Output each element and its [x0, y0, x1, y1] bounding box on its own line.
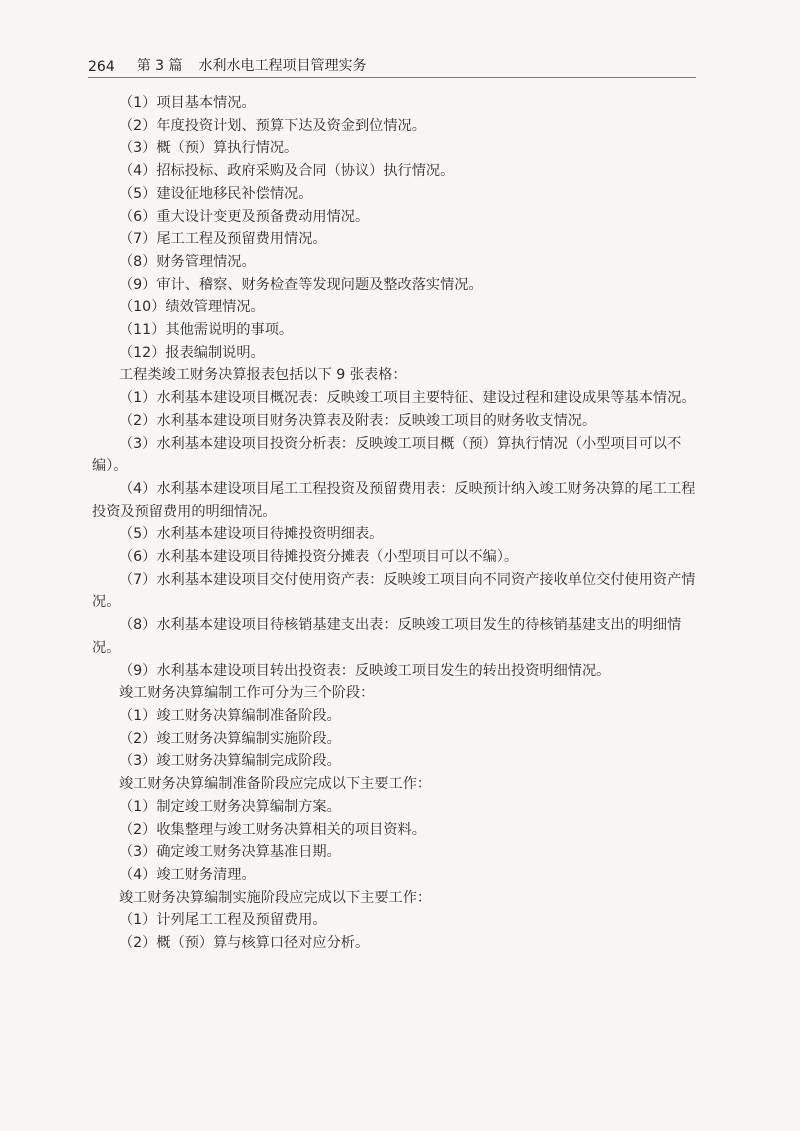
paragraph: （2）概（预）算与核算口径对应分析。 — [118, 935, 370, 952]
paragraph: （5）建设征地移民补偿情况。 — [118, 185, 313, 202]
page-body — [92, 92, 696, 955]
paragraph: （2）年度投资计划、预算下达及资金到位情况。 — [118, 117, 426, 134]
paragraph: （2）竣工财务决算编制实施阶段。 — [118, 730, 341, 747]
paragraph: （5）水利基本建设项目待摊投资明细表。 — [118, 526, 384, 543]
paragraph: 工程类竣工财务决算报表包括以下 9 张表格： — [118, 367, 407, 384]
paragraph: 竣工财务决算编制工作可分为三个阶段： — [118, 685, 375, 702]
paragraph: （6）水利基本建设项目待摊投资分摊表（小型项目可以不编）。 — [118, 549, 519, 566]
paragraph: （2）收集整理与竣工财务决算相关的项目资料。 — [118, 821, 426, 838]
paragraph: （3）概（预）算执行情况。 — [118, 140, 299, 157]
paragraph: （8）水利基本建设项目待核销基建支出表：反映竣工项目发生的待核销基建支出的明细情况。 — [92, 617, 682, 656]
paragraph: （1）水利基本建设项目概况表：反映竣工项目主要特征、建设过程和建设成果等基本情况。 — [118, 390, 696, 407]
paragraph: （10）绩效管理情况。 — [118, 299, 265, 316]
paragraph: （1）竣工财务决算编制准备阶段。 — [118, 707, 341, 724]
paragraph: （6）重大设计变更及预备费动用情况。 — [118, 208, 370, 225]
paragraph: （4）竣工财务清理。 — [118, 866, 256, 883]
page-number: 264 — [88, 59, 115, 75]
paragraph: 竣工财务决算编制实施阶段应完成以下主要工作： — [118, 889, 432, 906]
page-header — [88, 52, 696, 78]
paragraph: （1）制定竣工财务决算编制方案。 — [118, 798, 341, 815]
paragraph: （4）水利基本建设项目尾工工程投资及预留费用表：反映预计纳入竣工财务决算的尾工工程投资及预留费用的明细情况。 — [92, 480, 696, 520]
paragraph: （3）确定竣工财务决算基准日期。 — [118, 844, 341, 861]
paragraph: （3）竣工财务决算编制完成阶段。 — [118, 753, 341, 770]
paragraph: （2）水利基本建设项目财务决算表及附表：反映竣工项目的财务收支情况。 — [118, 412, 597, 429]
paragraph: 竣工财务决算编制准备阶段应完成以下主要工作： — [118, 776, 432, 793]
paragraph: （7）尾工工程及预留费用情况。 — [118, 231, 327, 248]
paragraph: （9）水利基本建设项目转出投资表：反映竣工项目发生的转出投资明细情况。 — [118, 662, 611, 679]
paragraph: （11）其他需说明的事项。 — [118, 322, 294, 339]
paragraph: （3）水利基本建设项目投资分析表：反映竣工项目概（预）算执行情况（小型项目可以不编）。 — [92, 435, 682, 475]
paragraph: （4）招标投标、政府采购及合同（协议）执行情况。 — [118, 163, 455, 180]
paragraph: （8）财务管理情况。 — [118, 253, 256, 270]
paragraph: （7）水利基本建设项目交付使用资产表：反映竣工项目向不同资产接收单位交付使用资产情况。 — [92, 571, 696, 611]
book-title: 水利水电工程项目管理实务 — [198, 58, 367, 74]
paragraph: （9）审计、稽察、财务检查等发现问题及整改落实情况。 — [118, 276, 483, 293]
paragraph: （1）计列尾工工程及预留费用。 — [118, 912, 327, 929]
part-label: 第 3 篇 — [136, 58, 183, 74]
paragraph: （1）项目基本情况。 — [118, 95, 256, 111]
paragraph: （12）报表编制说明。 — [118, 344, 265, 361]
